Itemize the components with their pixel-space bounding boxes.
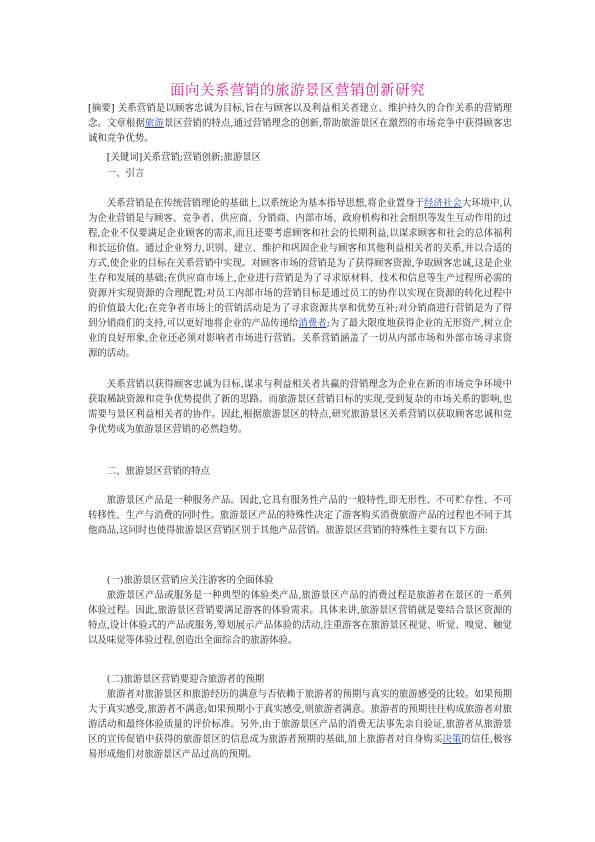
abstract-text-1: 关系营销是以顾客忠诚为目标,旨在与顾客以及利益相关者建立、维护持久的合作关系的营销理念。文章根据 xyxy=(88,103,512,129)
s1p1-text-a: 关系营销是在传统营销理论的基础上,以系统论为基本指导思想,将企业置身于 xyxy=(106,198,425,209)
sub2-text-b: 的信任,极容易形成他们对旅游景区产品过高的预期。 xyxy=(88,734,513,760)
s1p1-text-c: ;为了最大限度地获得企业的无形资产,树立企业的良好形象,企业还必须对影响者市场进行营销。关系营销涵盖了一切从内部市场和外部市场寻求资源的活动。 xyxy=(88,318,512,359)
section2-heading: 二、旅游景区营销的特点 xyxy=(106,466,210,477)
keywords: [关键词]关系营销;营销创新;旅游景区 xyxy=(106,152,262,163)
section2-paragraph-1: 旅游景区产品是一种服务产品。因此,它具有服务性产品的一般特性,即无形性、不可贮存性、不可转移性、生产与消费的同时性。旅游景区产品的特殊性决定了游客购买消费旅游产品的过程也不同于其他商品,这同时也使得旅游景区营销区别于其他产品营销。旅游景区营销的特殊性主要有以下方面: xyxy=(88,495,512,536)
sub2-text-a: 旅游者对旅游景区和旅游经历的满意与否依赖于旅游者的预期与真实的旅游感受的比较。如果预期大于真实感受,旅游者不满意;如果预期小于真实感受,则旅游者满意。旅游者的预期往往构成旅游者对旅游活动和最终体验质量的评价标准。另外,由于旅游景区产品的消费无法事先亲自验证,旅游者从旅游景区的宣传促销中获得的旅游景区的信息成为旅游者预期的基础,加上旅游者对自身购买 xyxy=(88,689,512,745)
link-consumer[interactable]: 消费者 xyxy=(298,318,327,329)
link-tourism[interactable]: 旅游 xyxy=(144,118,164,129)
section1-paragraph-2: 关系营销以获得顾客忠诚为目标,谋求与利益相关者共赢的营销理念为企业在新的市场竞争环境中获取稀缺资源和竞争优势提供了新的思路。而旅游景区营销目标的实现,受到复杂的市场关系的影响,也需要与景区利益相关者的协作。因此,根据旅游景区的特点,研究旅游景区关系营销以获取顾客忠诚和竞争优势成为旅游景区营销的必然趋势。 xyxy=(88,379,512,435)
subsection2-text xyxy=(88,687,512,762)
subsection1-heading: (一)旅游景区营销应关注游客的全面体验 xyxy=(106,575,274,586)
abstract-label: [摘要] xyxy=(88,103,115,114)
subsection2-heading: (二)旅游景区营销要迎合旅游者的预期 xyxy=(106,674,265,685)
link-economic-society[interactable]: 经济社会 xyxy=(424,198,462,209)
section1-heading: 一、引言 xyxy=(106,168,145,179)
subsection1-text: 旅游景区产品或服务是一种典型的体验类产品,旅游景区产品的消费过程是旅游者在景区的一系列体验过程。因此,旅游景区营销要满足游客的体验需求。具体来讲,旅游景区营销就是要结合景区资源的特点,设计体验式的产品或服务,筹划展示产品体验的活动,注重游客在旅游景区视觉、听觉、嗅觉、触觉以及味觉等体验过程,创造出全面综合的旅游体验。 xyxy=(88,590,512,646)
s1p1-text-b: 大环境中,认为企业营销是与顾客、竞争者、供应商、分销商、内部市场、政府机构和社会组织等发生互动作用的过程,企业不仅要满足企业顾客的需求,而且还要考虑顾客和社会的长期利益,以谋求顾客和社会的总体福利和长远价值。通过企业努力,识别、建立、维护和巩固企业与顾客和其他利益相关者的关系,并以合适的方式,使企业的目标在关系营销中实现。对顾客市场的营销是为了获得顾客资源,争取顾客忠诚,这是企业生存和发展的基础;在供应商市场上,企业进行营销是为了寻求原材料、技术和信息等生产过程所必需的资源并实现资源的合理配置;对员工内部市场的营销目标是通过员工的协作以实现在资源的转化过程中的价值最大化;在竞争者市场上的营销活动是为了寻求资源共享和优势互补;对分销商进行营销是为了得到分销商们的支持,可以更好地将企业的产品传递给 xyxy=(88,198,512,329)
abstract-text-2: 景区营销的特点,通过营销理念的创新,帮助旅游景区在激烈的市场竞争中获得顾客忠诚和竞争优势。 xyxy=(88,118,512,144)
section1-paragraph-1 xyxy=(88,196,512,361)
abstract xyxy=(88,101,512,146)
link-decision[interactable]: 决策 xyxy=(442,734,462,745)
article-title: 面向关系营销的旅游景区营销创新研究 xyxy=(170,83,425,99)
